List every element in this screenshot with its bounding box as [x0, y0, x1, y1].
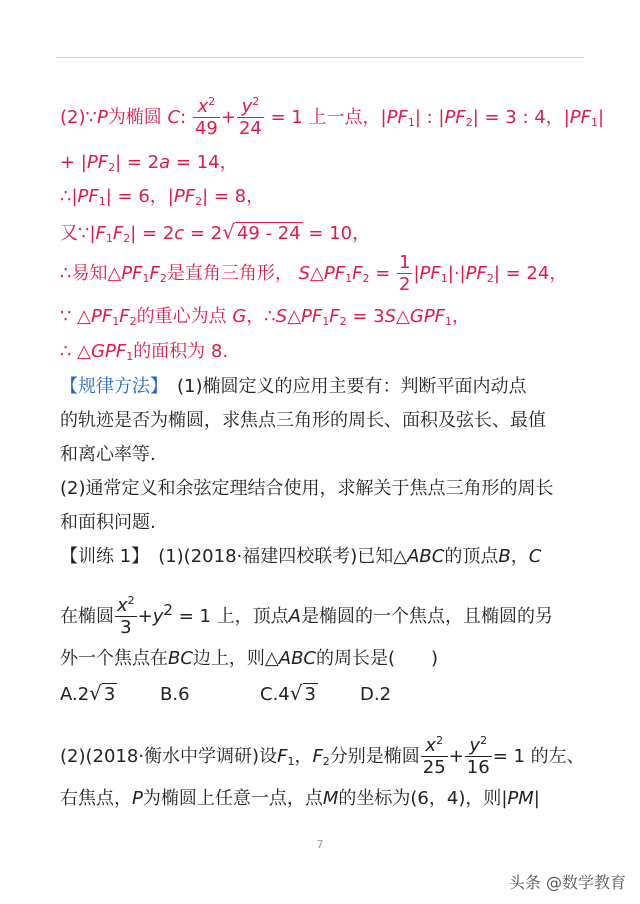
- solution-line-6: ∵ $\triangle PF_1F_2$的重心为点 G，$\therefore S\triangle PF_1F_2$ = $3S\triangle GPF_1$，: [60, 306, 471, 328]
- method-line-1: 【规律方法】 (1)椭圆定义的应用主要有：判断平面内动点: [60, 376, 527, 397]
- method-line-4: (2)通常定义和余弦定理结合使用，求解关于焦点三角形的周长: [60, 478, 554, 499]
- page-number: 7: [316, 838, 324, 851]
- option-a[interactable]: A.2√ 3: [60, 681, 116, 705]
- option-d[interactable]: D.2: [360, 684, 392, 705]
- answer-options: [60, 680, 460, 708]
- solution-line-5: ∴易知$\triangle PF_1F_2$是直角三角形， $S\triangle PF_1F_2$ = $\frac{1}{2}$ $|PF_1|\cdot|PF_2| = 24$，: [60, 252, 568, 295]
- solution-line-3: $\therefore|PF_1| = 6$，$|PF_2| = 8$，: [60, 186, 265, 208]
- training-line-3: 外一个焦点在BC边上，则△ABC的周长是( ): [60, 648, 439, 669]
- method-tag: 【规律方法】: [60, 376, 159, 397]
- top-divider: [56, 57, 584, 58]
- option-b[interactable]: B.6: [160, 684, 190, 705]
- watermark: 头条 @数学教育: [508, 873, 626, 892]
- training-tag: 【训练 1】: [60, 546, 141, 567]
- method-line-3: 和离心率等.: [60, 444, 156, 465]
- sqrt-49-24: √ 49 - 24: [222, 220, 301, 244]
- fraction-x2-3: $\frac{x^2}{3}$: [117, 594, 135, 638]
- training-line-2: 在椭圆 $\frac{x^2}{3}$ $+y^2 = 1$ 上，顶点A是椭圆的一个焦点，且椭圆的另: [60, 594, 553, 638]
- solution-line-4: 又$\because|F_1F_2| = 2c = 2√$ 49 - 24 = 10，: [60, 220, 371, 245]
- method-line-2: 的轨迹是否为椭圆，求焦点三角形的周长、面积及弦长、最值: [60, 410, 546, 431]
- training-line-1: 【训练 1】 (1)(2018·福建四校联考)已知△ABC的顶点B，C: [60, 546, 542, 567]
- training-line-5: (2)(2018·衡水中学调研)设$F_1$，$F_2$分别是椭圆 $\frac{x^2}{25}$ + $\frac{y^2}{16}$ = 1 的左、: [60, 734, 585, 778]
- fraction-one-half: $\frac{1}{2}$: [399, 252, 411, 295]
- solution-line-1: (2)∵P为椭圆 C: $\frac{x^2}{49}$ + $\frac{y^2}{24}$ = 1 上一点，$|PF_1|$ : $|PF_2| = 3$ : 4，$|PF_1|$: [60, 95, 605, 139]
- option-c[interactable]: C.4√ 3: [260, 681, 316, 705]
- training-line-6: 右焦点，P为椭圆上任意一点，点M的坐标为(6，4)，则|PM|: [60, 788, 540, 809]
- fraction-y2-16: $\frac{y^2}{16}$: [466, 734, 490, 778]
- solution-line-2: + $|PF_2| = 2a = 14$，: [60, 152, 238, 174]
- fraction-y2-24: $\frac{y^2}{24}$: [238, 95, 262, 139]
- fraction-x2-49: $\frac{x^2}{49}$: [194, 95, 218, 139]
- fraction-x2-25: $\frac{x^2}{25}$: [422, 734, 446, 778]
- solution-line-7: ∴ $\triangle GPF_1$的面积为 8.: [60, 341, 229, 363]
- method-line-5: 和面积问题.: [60, 512, 156, 533]
